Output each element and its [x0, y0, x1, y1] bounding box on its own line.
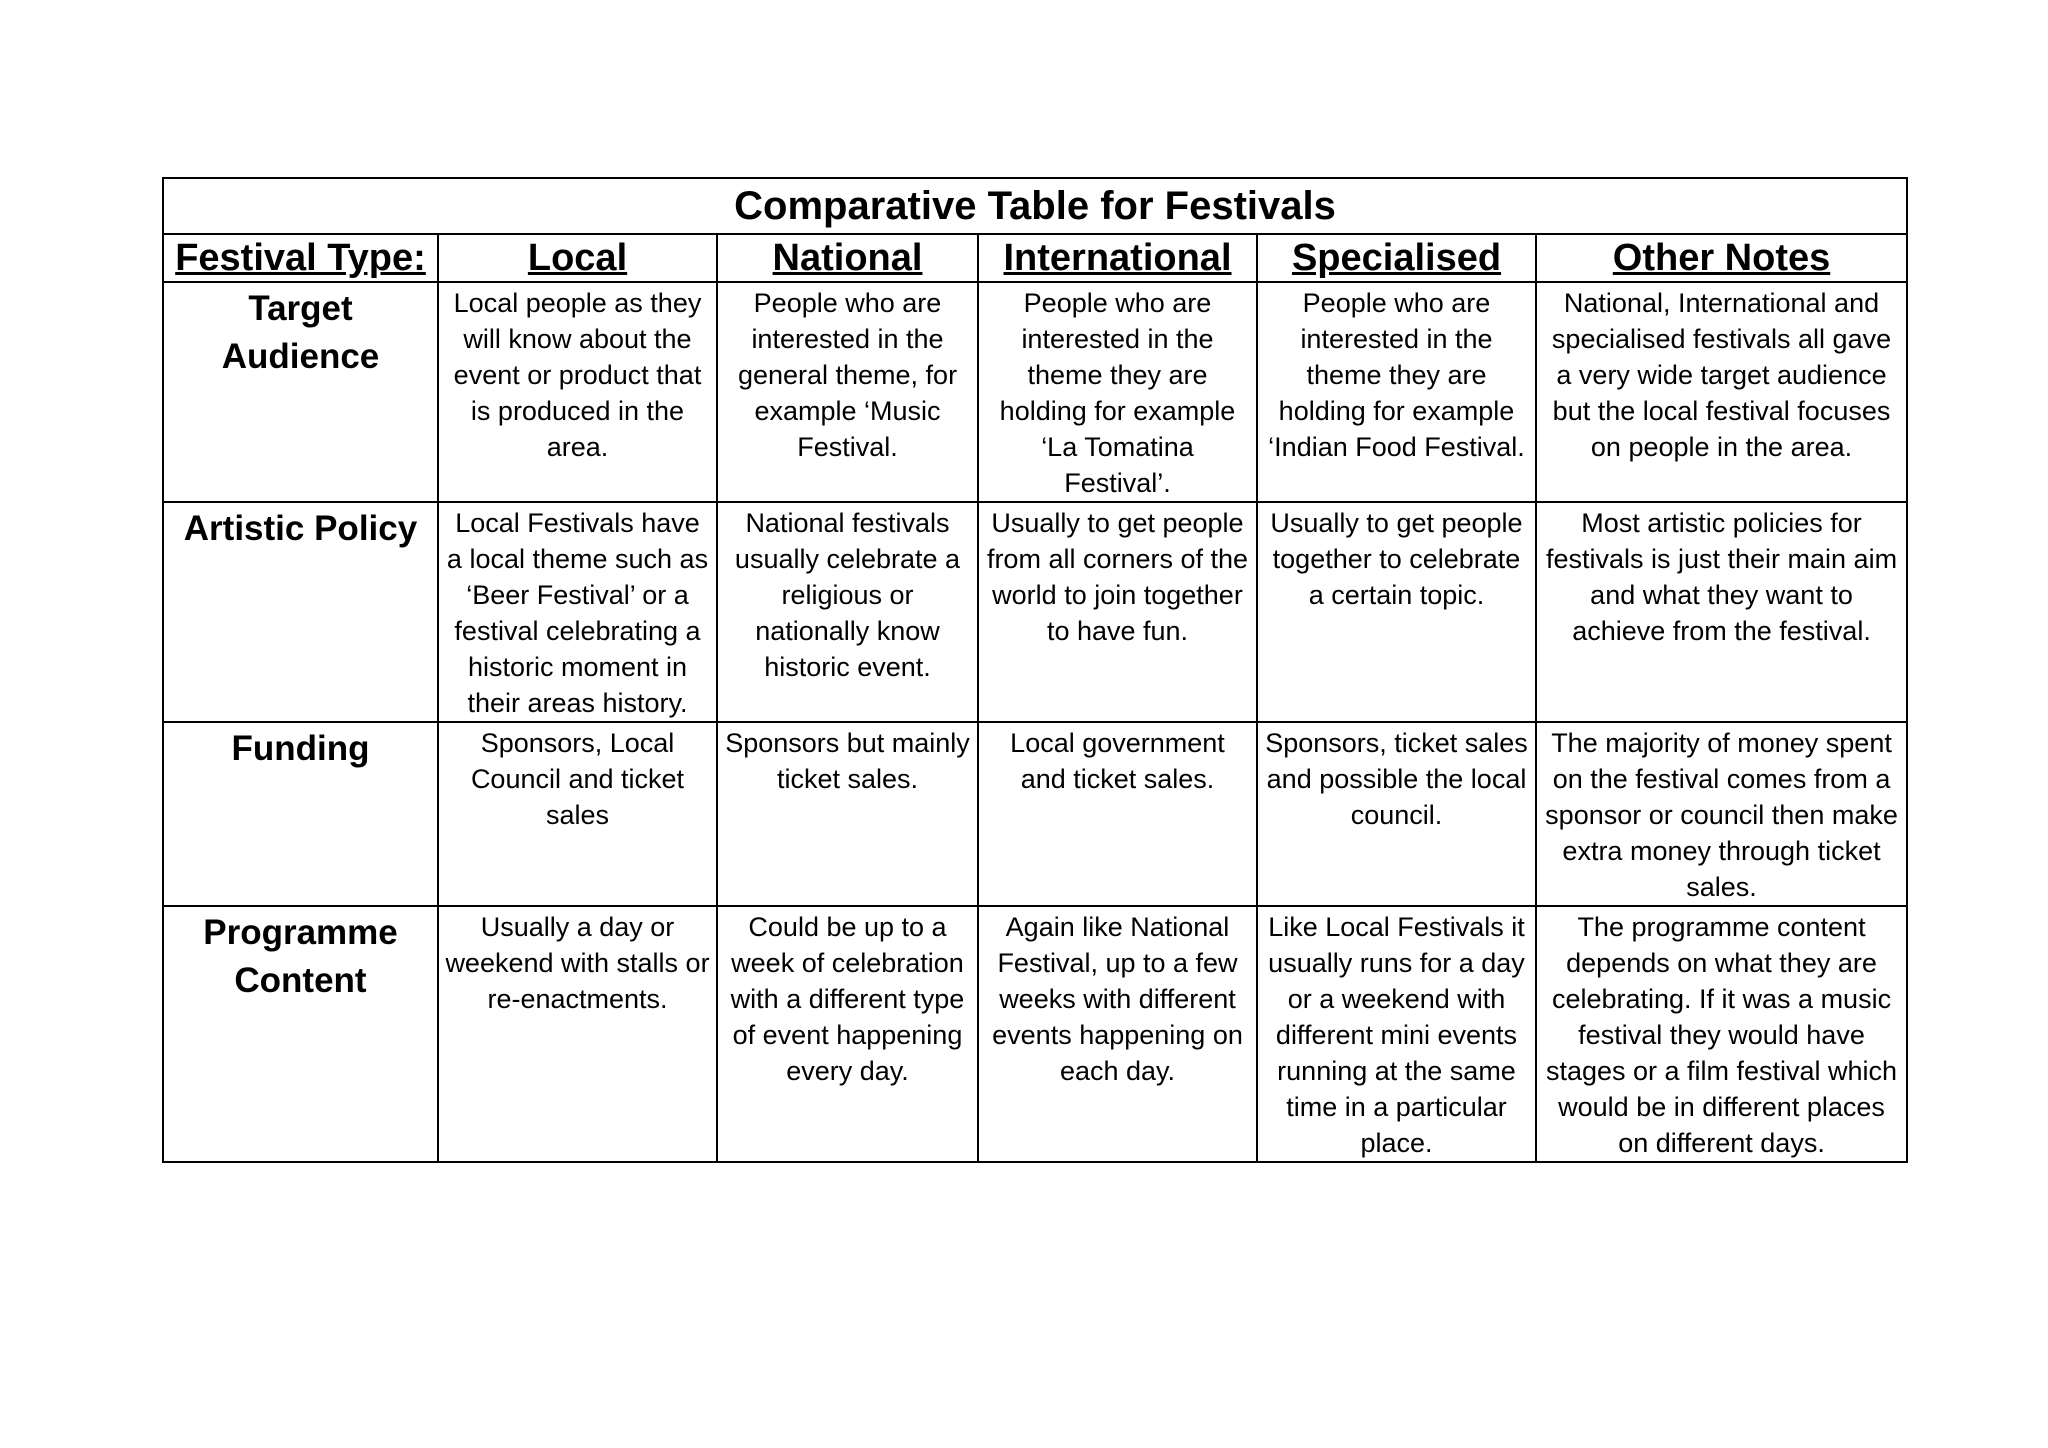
header-national: National [717, 234, 978, 282]
table-cell: The programme content depends on what they are celebrating. If it was a music festival they would have stages or a film festival which would be in different places on different days. [1536, 906, 1907, 1162]
table-cell: The majority of money spent on the festival comes from a sponsor or council then make extra money through ticket sales. [1536, 722, 1907, 906]
table-cell: Local people as they will know about the event or product that is produced in the area. [438, 282, 717, 502]
header-local: Local [438, 234, 717, 282]
table-cell: Most artistic policies for festivals is just their main aim and what they want to achieve from the festival. [1536, 502, 1907, 722]
table-cell: Sponsors, Local Council and ticket sales [438, 722, 717, 906]
table-cell: Usually to get people from all corners of the world to join together to have fun. [978, 502, 1257, 722]
table-cell: People who are interested in the theme they are holding for example ‘Indian Food Festival. [1257, 282, 1536, 502]
header-specialised: Specialised [1257, 234, 1536, 282]
title-row [163, 178, 1907, 234]
row-label-programme-content: Programme Content [163, 906, 438, 1162]
table-cell: Could be up to a week of celebration with a different type of event happening every day. [717, 906, 978, 1162]
header-other-notes: Other Notes [1536, 234, 1907, 282]
table-cell: Like Local Festivals it usually runs for a day or a weekend with different mini events running at the same time in a particular place. [1257, 906, 1536, 1162]
header-international: International [978, 234, 1257, 282]
table-row [163, 722, 1907, 906]
table-cell: Local Festivals have a local theme such as ‘Beer Festival’ or a festival celebrating a historic moment in their areas history. [438, 502, 717, 722]
column-header-row [163, 234, 1907, 282]
table-cell: Usually a day or weekend with stalls or re-enactments. [438, 906, 717, 1162]
table-cell: Local government and ticket sales. [978, 722, 1257, 906]
table-cell: Again like National Festival, up to a few weeks with different events happening on each day. [978, 906, 1257, 1162]
table-cell: National festivals usually celebrate a religious or nationally know historic event. [717, 502, 978, 722]
comparative-table [162, 177, 1908, 1163]
table-cell: Sponsors but mainly ticket sales. [717, 722, 978, 906]
table-title: Comparative Table for Festivals [163, 178, 1907, 234]
row-label-artistic-policy: Artistic Policy [163, 502, 438, 722]
table-cell: People who are interested in the theme they are holding for example ‘La Tomatina Festival’. [978, 282, 1257, 502]
table-cell: People who are interested in the general theme, for example ‘Music Festival. [717, 282, 978, 502]
table-cell: Sponsors, ticket sales and possible the local council. [1257, 722, 1536, 906]
table-cell: National, International and specialised festivals all gave a very wide target audience but the local festival focuses on people in the area. [1536, 282, 1907, 502]
table-row [163, 282, 1907, 502]
row-label-target-audience: Target Audience [163, 282, 438, 502]
table-cell: Usually to get people together to celebrate a certain topic. [1257, 502, 1536, 722]
table-row [163, 502, 1907, 722]
row-label-funding: Funding [163, 722, 438, 906]
table-row [163, 906, 1907, 1162]
header-festival-type: Festival Type: [163, 234, 438, 282]
